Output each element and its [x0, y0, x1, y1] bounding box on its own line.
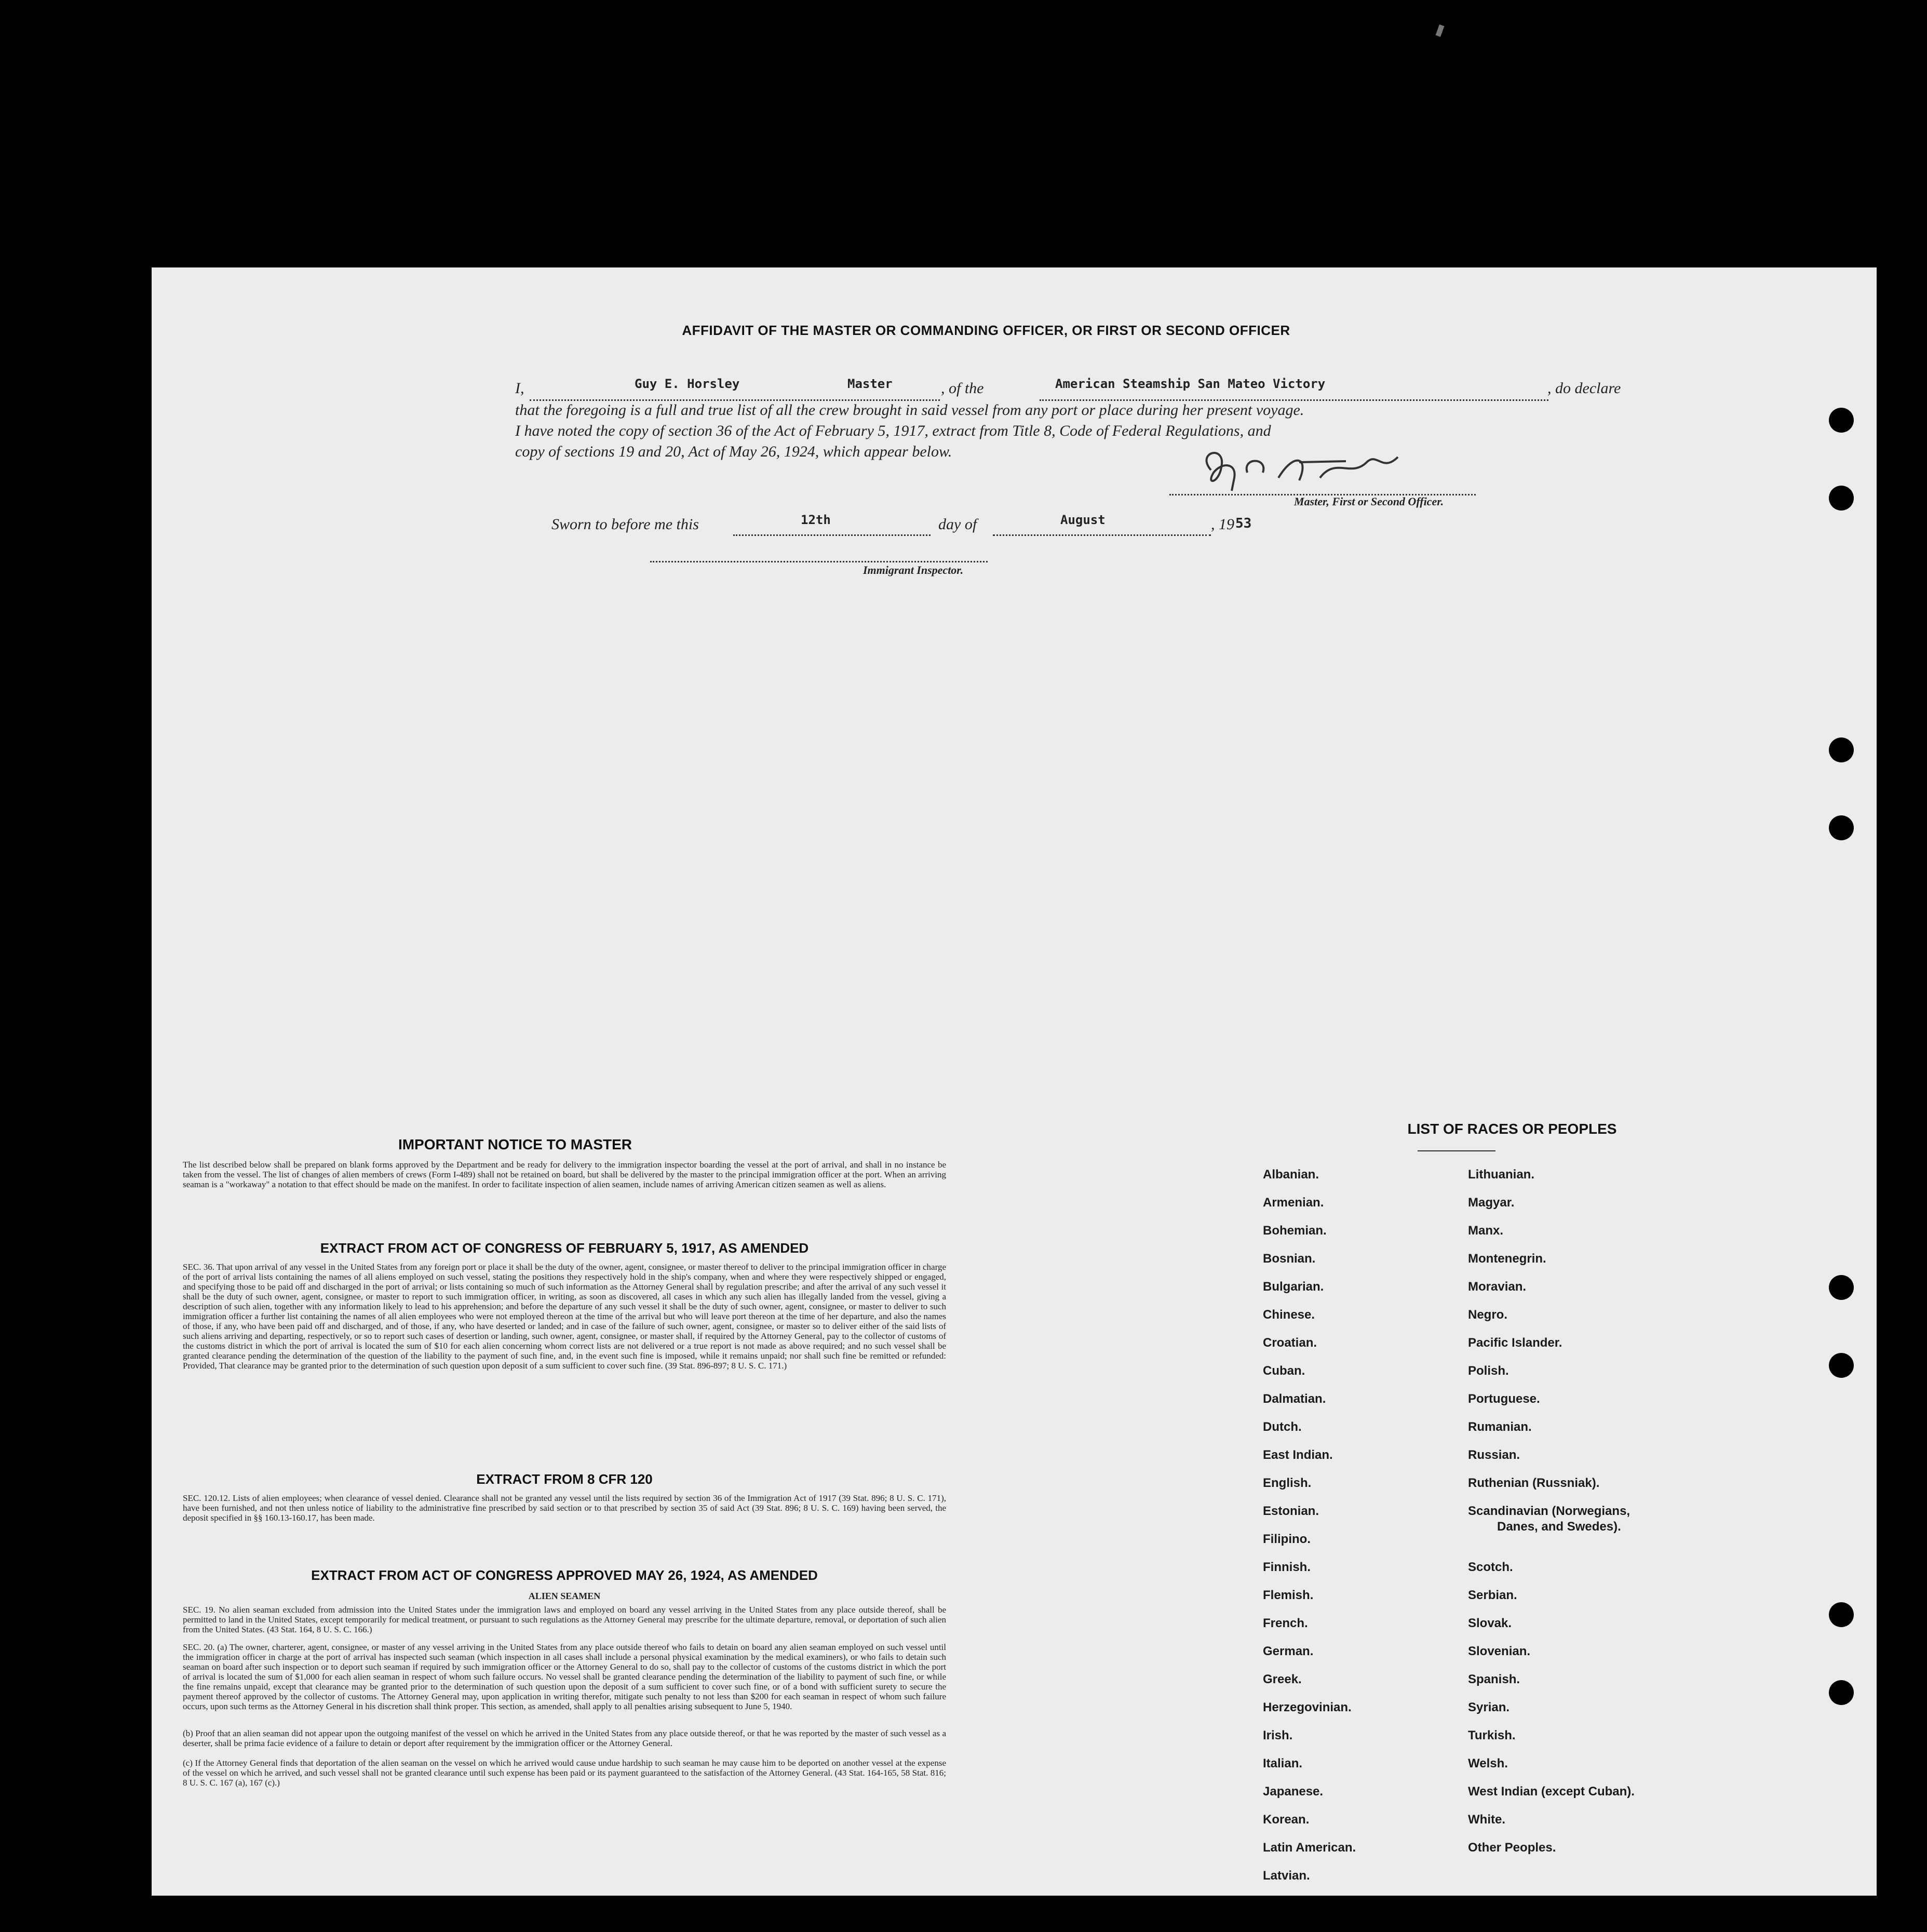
- race-item: Moravian.: [1468, 1280, 1527, 1294]
- sworn-day: 12th: [801, 513, 831, 527]
- race-item: Dutch.: [1263, 1420, 1302, 1434]
- race-item: German.: [1263, 1644, 1314, 1658]
- affidavit-line-3: I have noted the copy of section 36 of the Act of February 5, 1917, extract from Title 8, Code of Federal Regulations, and: [515, 422, 1271, 439]
- race-item: Latvian.: [1263, 1869, 1310, 1883]
- race-item: Italian.: [1263, 1756, 1303, 1770]
- sworn-year: 53: [1235, 516, 1252, 531]
- race-item: Bosnian.: [1263, 1252, 1316, 1266]
- race-item: Spanish.: [1468, 1672, 1520, 1686]
- document-page: [152, 267, 1877, 1896]
- races-heading: LIST OF RACES OR PEOPLES: [1407, 1121, 1617, 1137]
- sec-20b-text: (b) Proof that an alien seaman did not appear upon the outgoing manifest of the vessel on which he arrived in the United States from any place outside thereof, or that he was reported by the master of such vessel as a deserter, shall be prima facie evidence of a failure to detain or deport after requirement by the immigration officer or the Attorney General.: [183, 1728, 946, 1748]
- race-item: Lithuanian.: [1468, 1168, 1534, 1182]
- notice-body: The list described below shall be prepared on blank forms approved by the Department and be ready for delivery to the immigration inspector boarding the vessel at the port of arrival, and shall in no instance be taken from the vessel. The list of changes of alien members of crews (Form I-489) shall not be retained on board, but shall be delivered by the master to the principal immigration officer at the port. When an arriving seaman is a "workaway" a notation to that effect should be made on the manifest. In order to facilitate inspection of alien seamen, include names of arriving American citizen seamen as well as aliens.: [183, 1160, 946, 1189]
- day-line: [733, 518, 931, 536]
- inspector-line: [650, 556, 988, 562]
- alien-seamen-subheading: ALIEN SEAMEN: [528, 1591, 601, 1601]
- affidavit-line-2: that the foregoing is a full and true list of all the crew brought in said vessel from any port or place during her present voyage.: [515, 401, 1304, 419]
- punch-hole: [1829, 1602, 1854, 1627]
- race-item: Ruthenian (Russniak).: [1468, 1476, 1600, 1490]
- signer-title: Master, First or Second Officer.: [1294, 495, 1444, 508]
- race-item: Greek.: [1263, 1672, 1302, 1686]
- vessel-name: American Steamship San Mateo Victory: [1055, 377, 1326, 391]
- race-item: Manx.: [1468, 1224, 1504, 1238]
- race-item: Albanian.: [1263, 1168, 1319, 1182]
- race-item: Russian.: [1468, 1448, 1520, 1462]
- race-item: Polish.: [1468, 1364, 1509, 1378]
- affidavit-line-4: copy of sections 19 and 20, Act of May 26, 1924, which appear below.: [515, 443, 952, 460]
- punch-hole: [1829, 1275, 1854, 1300]
- do-declare-text: , do declare: [1547, 380, 1621, 397]
- sec-19-text: SEC. 19. No alien seaman excluded from admission into the United States under the immigration laws and employed on board any vessel arriving in the United States from any place outside thereof, shall be permitted to land in the United States, except temporarily for medical treatment, or pursuant to such regulations as the Attorney General may prescribe for the ultimate departure, removal, or deportation of such alien from the United States. (43 Stat. 164, 8 U. S. C. 166.): [183, 1605, 946, 1634]
- race-item: Negro.: [1468, 1308, 1508, 1322]
- race-item: Welsh.: [1468, 1756, 1508, 1770]
- sworn-text: Sworn to before me this: [551, 516, 699, 533]
- race-item: Chinese.: [1263, 1308, 1315, 1322]
- punch-hole: [1829, 737, 1854, 762]
- race-item: Other Peoples.: [1468, 1841, 1556, 1855]
- sworn-month: August: [1060, 513, 1106, 527]
- race-item: Dalmatian.: [1263, 1392, 1326, 1406]
- punch-hole: [1829, 1353, 1854, 1378]
- affidavit-heading: AFFIDAVIT OF THE MASTER OR COMMANDING OFFICER, OR FIRST OR SECOND OFFICER: [682, 323, 1290, 338]
- race-item: Pacific Islander.: [1468, 1336, 1562, 1350]
- race-item: Latin American.: [1263, 1841, 1356, 1855]
- race-item: Scotch.: [1468, 1560, 1513, 1574]
- race-item: Rumanian.: [1468, 1420, 1532, 1434]
- race-item: Korean.: [1263, 1813, 1310, 1827]
- race-item: Finnish.: [1263, 1560, 1311, 1574]
- races-left-column: [1263, 1168, 1356, 1897]
- race-item: Irish.: [1263, 1728, 1293, 1742]
- race-item: Serbian.: [1468, 1588, 1517, 1602]
- race-item: Syrian.: [1468, 1700, 1510, 1714]
- cfr-heading: EXTRACT FROM 8 CFR 120: [476, 1471, 653, 1487]
- master-rank: Master: [847, 377, 893, 391]
- race-item: East Indian.: [1263, 1448, 1333, 1462]
- race-item: White.: [1468, 1813, 1505, 1827]
- race-item: Bulgarian.: [1263, 1280, 1324, 1294]
- inspector-title: Immigrant Inspector.: [863, 564, 964, 576]
- year-prefix: , 19: [1211, 516, 1234, 533]
- punch-hole: [1829, 1680, 1854, 1705]
- race-item: Danes, and Swedes).: [1497, 1520, 1621, 1534]
- race-item: Flemish.: [1263, 1588, 1314, 1602]
- sec-20c-text: (c) If the Attorney General finds that deportation of the alien seaman on the vessel on which he arrived would cause undue hardship to such seaman he may cause him to be deported on another vessel at the expense of the vessel on which he arrived, and such vessel shall not be granted clearance until such expense has been paid or its payment guaranteed to the satisfaction of the Attorney General. (43 Stat. 164-165, 58 Stat. 816; 8 U. S. C. 167 (a), 167 (c).): [183, 1758, 946, 1788]
- race-item: Scandinavian (Norwegians,: [1468, 1504, 1630, 1518]
- race-item: Bohemian.: [1263, 1224, 1327, 1238]
- race-item: West Indian (except Cuban).: [1468, 1785, 1635, 1799]
- race-item: Turkish.: [1468, 1728, 1516, 1742]
- race-item: Montenegrin.: [1468, 1252, 1546, 1266]
- notice-heading: IMPORTANT NOTICE TO MASTER: [398, 1136, 632, 1152]
- signature-line: [1169, 475, 1476, 495]
- race-item: Filipino.: [1263, 1532, 1311, 1546]
- race-item: Croatian.: [1263, 1336, 1317, 1350]
- races-heading-rule: [1418, 1150, 1495, 1151]
- day-of-text: day of: [938, 516, 977, 533]
- scan-mark: [1436, 24, 1445, 37]
- punch-hole: [1829, 486, 1854, 511]
- race-item: Cuban.: [1263, 1364, 1305, 1378]
- master-name: Guy E. Horsley: [635, 377, 740, 391]
- races-right-column: [1468, 1168, 1635, 1869]
- race-item: Magyar.: [1468, 1196, 1515, 1210]
- punch-hole: [1829, 408, 1854, 433]
- race-item: Slovenian.: [1468, 1644, 1531, 1658]
- race-item: Portuguese.: [1468, 1392, 1540, 1406]
- race-item: Japanese.: [1263, 1785, 1324, 1799]
- race-item: French.: [1263, 1616, 1308, 1630]
- extract-1924-heading: EXTRACT FROM ACT OF CONGRESS APPROVED MAY 26, 1924, AS AMENDED: [311, 1567, 818, 1583]
- punch-hole: [1829, 815, 1854, 840]
- race-item: Armenian.: [1263, 1196, 1324, 1210]
- extract-1917-body: SEC. 36. That upon arrival of any vessel in the United States from any foreign port or place it shall be the duty of the owner, agent, consignee, or master thereof to deliver to the principal immigration officer in charge of the port of arrival lists containing the names of all aliens employed on such vessel, stating the positions they respectively hold in the ship's company, when and where they were respectively shipped or engaged, and specifying those to be paid off and discharged in the port of arrival; or lists containing so much of such information as the Attorney General shall by regulation prescribe; and after the arrival of any such vessel it shall be the duty of such owner, agent, consignee, or master to report to such immigration officer, in writing, as soon as discovered, all cases in which any such alien has illegally landed from the vessel, giving a description of such alien, together with any information likely to lead to his apprehension; and before the departure of any such vessel it shall be the duty of such owner, agent, consignee, or master to deliver to such immigration officer a further list containing the names of all alien employees who were not employed thereon at the time of the arrival but who will leave port thereon at the time of her departure, and also the names of those, if any, who have been paid off and discharged, and of those, if any, who have deserted or landed; and in case of the failure of such owner, agent, consignee, or master so to deliver either of the said lists of such aliens arriving and departing, respectively, or so to report such cases of desertion or landing, such owner, agent, consignee, or master shall, if required by the Attorney General, pay to the collector of customs of the customs district in which the port of arrival is located the sum of $10 for each alien concerning whom correct lists are not delivered or a true report is not made as above required; and no such vessel shall be granted clearance pending the determination of the question of the liability to the payment of such fine, and, in the event such fine is imposed, while it remains unpaid; nor shall such fine be remitted or refunded: Provided, That clearance may be granted prior to the determination of such question upon deposit of a sum sufficient to cover such fine. (39 Stat. 896-897; 8 U. S. C. 171.): [183, 1262, 946, 1371]
- cfr-body: SEC. 120.12. Lists of alien employees; when clearance of vessel denied. Clearance shall not be granted any vessel until the lists required by section 36 of the Immigration Act of 1917 (39 Stat. 896; 8 U. S. C. 171), have been furnished, and not then unless notice of liability to the administrative fine prescribed by said section or to that prescribed by section 35 of said Act (39 Stat. 896; 8 U. S. C. 169) having been served, the deposit specified in §§ 160.13-160.17, has been made.: [183, 1493, 946, 1523]
- sec-20a-text: SEC. 20. (a) The owner, charterer, agent, consignee, or master of any vessel arriving in the United States from any place outside thereof who fails to detain on board any alien seaman employed on such vessel until the immigration officer in charge at the port of arrival has inspected such seaman (which inspection in all cases shall include a personal physical examination by the medical examiners), or who fails to detain such seaman on board after such inspection or to deport such seaman if required by such immigration officer or the Attorney General to do so, shall pay to the collector of customs of the customs district in which the port of arrival is located the sum of $1,000 for each alien seaman in respect of whom such failure occurs. No vessel shall be granted clearance pending the determination of the liability to payment of such fine, or while the fine remains unpaid, except that clearance may be granted prior to the determination of such question upon the deposit of a sum sufficient to cover such fine, or of a bond with sufficient surety to secure the payment thereof approved by the collector of customs. The Attorney General may, upon application in writing therefor, mitigate such penalty to not less than $200 for each seaman in respect of whom such failure occurs, upon such terms as the Attorney General in his discretion shall think proper. This section, as amended, shall apply to all penalties arising subsequent to June 5, 1940.: [183, 1642, 946, 1711]
- race-item: Estonian.: [1263, 1504, 1319, 1518]
- extract-1917-heading: EXTRACT FROM ACT OF CONGRESS OF FEBRUARY 5, 1917, AS AMENDED: [320, 1240, 809, 1256]
- affidavit-i: I,: [515, 380, 524, 397]
- race-item: English.: [1263, 1476, 1312, 1490]
- race-item: Slovak.: [1468, 1616, 1512, 1630]
- of-the-text: , of the: [941, 380, 984, 397]
- race-item: Herzegovinian.: [1263, 1700, 1352, 1714]
